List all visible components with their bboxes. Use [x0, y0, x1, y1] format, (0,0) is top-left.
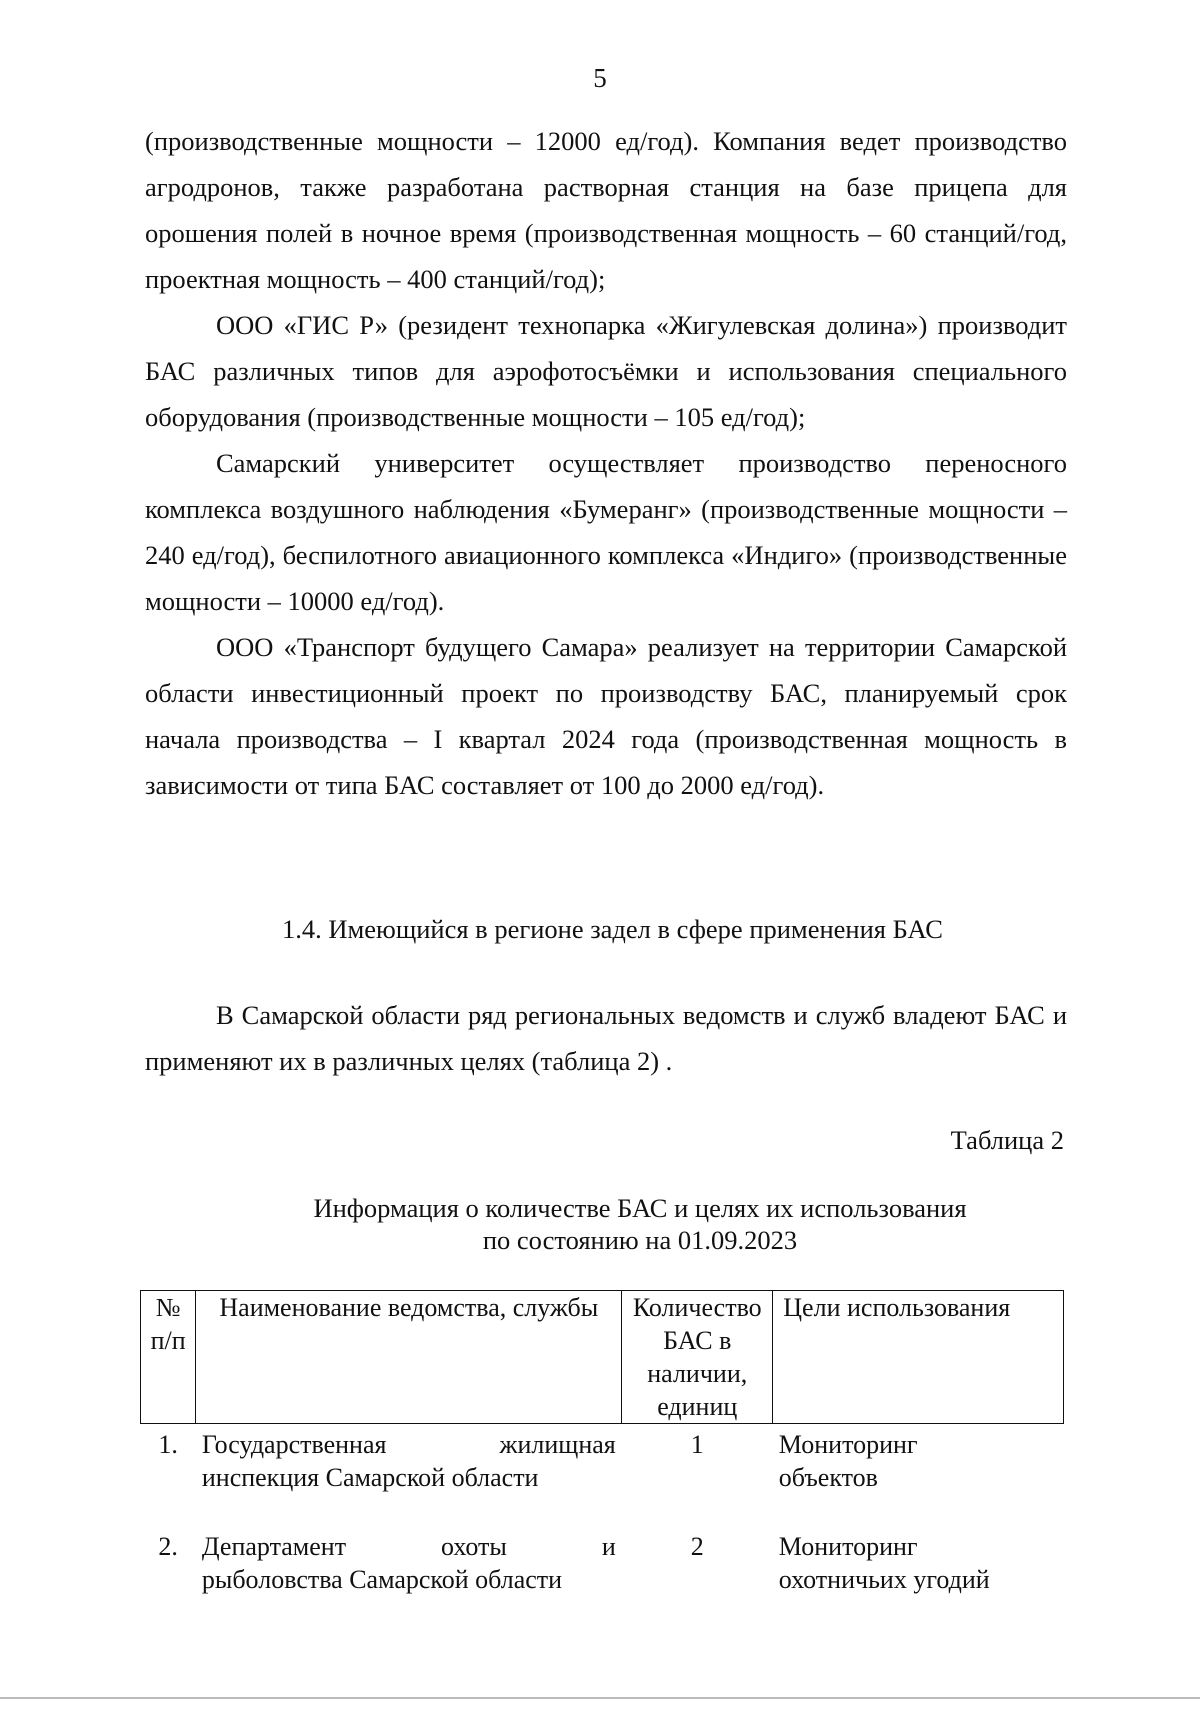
- row-quantity: 1: [690, 1430, 704, 1459]
- table-label: Таблица 2: [950, 1125, 1064, 1155]
- purpose-line-1: Мониторинг: [778, 1532, 918, 1561]
- purpose-line-1: Мониторинг: [778, 1430, 918, 1459]
- bas-agencies-table: [140, 1290, 1064, 1596]
- header-purpose: Цели использования: [773, 1291, 1064, 1424]
- scan-edge-line: [0, 1697, 1200, 1699]
- table-caption-line-2: по состоянию на 01.09.2023: [482, 1225, 798, 1255]
- row-agency-name: [196, 1424, 622, 1527]
- row-purpose: [773, 1526, 1064, 1596]
- table-row: [141, 1424, 1064, 1527]
- purpose-line-2: охотничьих угодий: [778, 1565, 990, 1594]
- agency-name-line-1: Государственная жилищная: [201, 1430, 616, 1459]
- table-caption: [245, 1192, 1035, 1256]
- row-agency-name: [196, 1526, 622, 1596]
- paragraph-company-production: (производственные мощности – 12000 ед/год). Компания ведет производство агродронов, также разработана растворная станция на базе прицепа для орошения полей в ночное время (производственная мощность – 60 станций/год, проектная мощность – 400 станций/год);: [145, 126, 1067, 294]
- page-number: 5: [593, 63, 607, 93]
- paragraph-transport-future: ООО «Транспорт будущего Самара» реализует на территории Самарской области инвестиционный проект по производству БАС, планируемый срок начала производства – I квартал 2024 года (производственная мощность в зависимости от типа БАС составляет от 100 до 2000 ед/год).: [145, 632, 1067, 800]
- agency-name-line-2: рыболовства Самарской области: [201, 1565, 563, 1594]
- header-name: Наименование ведомства, службы: [196, 1291, 622, 1424]
- row-num: 2.: [158, 1532, 178, 1561]
- table-row: [141, 1526, 1064, 1596]
- row-purpose: [773, 1424, 1064, 1527]
- purpose-line-2: объектов: [778, 1463, 878, 1492]
- paragraph-samara-university: Самарский университет осуществляет производство переносного комплекса воздушного наблюдения «Бумеранг» (производственные мощности – 240 ед/год), беспилотного авиационного комплекса «Индиго» (производственные мощности – 10000 ед/год).: [145, 448, 1067, 616]
- agency-name-line-1: Департамент охоты и: [201, 1532, 616, 1561]
- table-header-row: [141, 1291, 1064, 1424]
- agency-name-line-2: инспекция Самарской области: [201, 1463, 539, 1492]
- paragraph-gis-r: ООО «ГИС Р» (резидент технопарка «Жигулевская долина») производит БАС различных типов для аэрофотосъёмки и использования специального оборудования (производственные мощности – 105 ед/год);: [145, 310, 1067, 432]
- header-qty: Количество БАС в наличии, единиц: [622, 1291, 773, 1424]
- row-num: 1.: [158, 1430, 178, 1459]
- header-num: № п/п: [141, 1291, 196, 1424]
- table-caption-line-1: Информация о количестве БАС и целях их использования: [313, 1193, 967, 1223]
- section-heading: 1.4. Имеющийся в регионе задел в сфере применения БАС: [282, 914, 943, 944]
- paragraph-regional-agencies: В Самарской области ряд региональных ведомств и служб владеют БАС и применяют их в различных целях (таблица 2) .: [145, 1000, 1067, 1076]
- row-quantity: 2: [690, 1532, 704, 1561]
